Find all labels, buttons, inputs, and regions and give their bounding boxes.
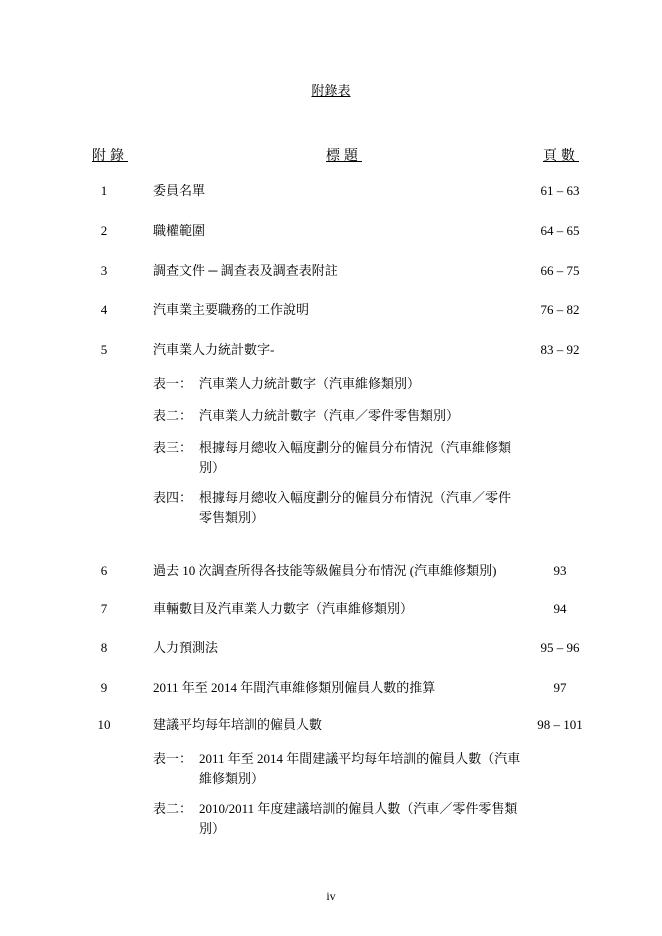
- appendix-number: 10: [97, 717, 111, 732]
- appendix-title: 建議平均每年培訓的僱員人數: [153, 717, 323, 732]
- sub-table-text: 根據每月總收入幅度劃分的僱員分布情況（汽車／零件零售類別）: [199, 490, 512, 525]
- sub-table-text: 汽車業人力統計數字（汽車／零件零售類別）: [199, 408, 460, 423]
- page-title: 附錄表: [311, 83, 351, 98]
- appendix-page: 66 – 75: [540, 263, 580, 278]
- appendix-title: 2011 年至 2014 年間汽車維修類別僱員人數的推算: [153, 680, 436, 695]
- appendix-number: 1: [100, 183, 108, 198]
- column-header-page: 頁數: [543, 149, 579, 164]
- sub-table-label: 表二：: [153, 408, 193, 423]
- appendix-page: 64 – 65: [540, 223, 580, 238]
- appendix-title: 職權範圍: [153, 223, 206, 238]
- appendix-page: 61 – 63: [540, 183, 580, 198]
- sub-table-text: 2010/2011 年度建議培訓的僱員人數（汽車／零件零售類別）: [199, 801, 518, 836]
- appendix-title: 調查文件 ─ 調查表及調查表附註: [153, 263, 338, 278]
- sub-table-label: 表三：: [153, 440, 193, 455]
- sub-table-label: 表二：: [153, 801, 193, 816]
- appendix-page: 95 – 96: [540, 640, 580, 655]
- appendix-title: 人力預測法: [153, 640, 219, 655]
- appendix-page: 93: [553, 563, 567, 578]
- appendix-page: 98 – 101: [537, 717, 583, 732]
- appendix-page: 94: [553, 601, 567, 616]
- appendix-page: 97: [553, 680, 567, 695]
- appendix-number: 6: [100, 563, 108, 578]
- appendix-number: 8: [100, 640, 108, 655]
- sub-table-text: 汽車業人力統計數字（汽車維修類別）: [199, 376, 421, 391]
- appendix-number: 7: [100, 601, 108, 616]
- column-header-appendix: 附錄: [92, 149, 128, 164]
- sub-table-label: 表一：: [153, 376, 193, 391]
- appendix-page: 76 – 82: [540, 302, 580, 317]
- appendix-number: 5: [100, 342, 108, 357]
- sub-table-text: 2011 年至 2014 年間建議平均每年培訓的僱員人數（汽車維修類別）: [199, 751, 521, 786]
- appendix-number: 3: [100, 263, 108, 278]
- appendix-title: 委員名單: [153, 183, 206, 198]
- appendix-number: 9: [100, 680, 108, 695]
- appendix-number: 4: [100, 302, 108, 317]
- page-number: iv: [326, 889, 336, 903]
- sub-table-label: 表一：: [153, 751, 193, 766]
- sub-table-text: 根據每月總收入幅度劃分的僱員分布情況（汽車維修類別）: [199, 440, 512, 475]
- column-header-title: 標題: [326, 149, 362, 164]
- appendix-title: 汽車業人力統計數字-: [153, 342, 275, 357]
- appendix-page: 83 – 92: [540, 342, 580, 357]
- sub-table-label: 表四：: [153, 490, 193, 505]
- appendix-title: 過去 10 次調查所得各技能等級僱員分布情況 (汽車維修類別): [153, 563, 497, 578]
- appendix-title: 汽車業主要職務的工作說明: [153, 302, 310, 317]
- appendix-number: 2: [100, 223, 108, 238]
- appendix-title: 車輛數目及汽車業人力數字（汽車維修類別）: [153, 601, 414, 616]
